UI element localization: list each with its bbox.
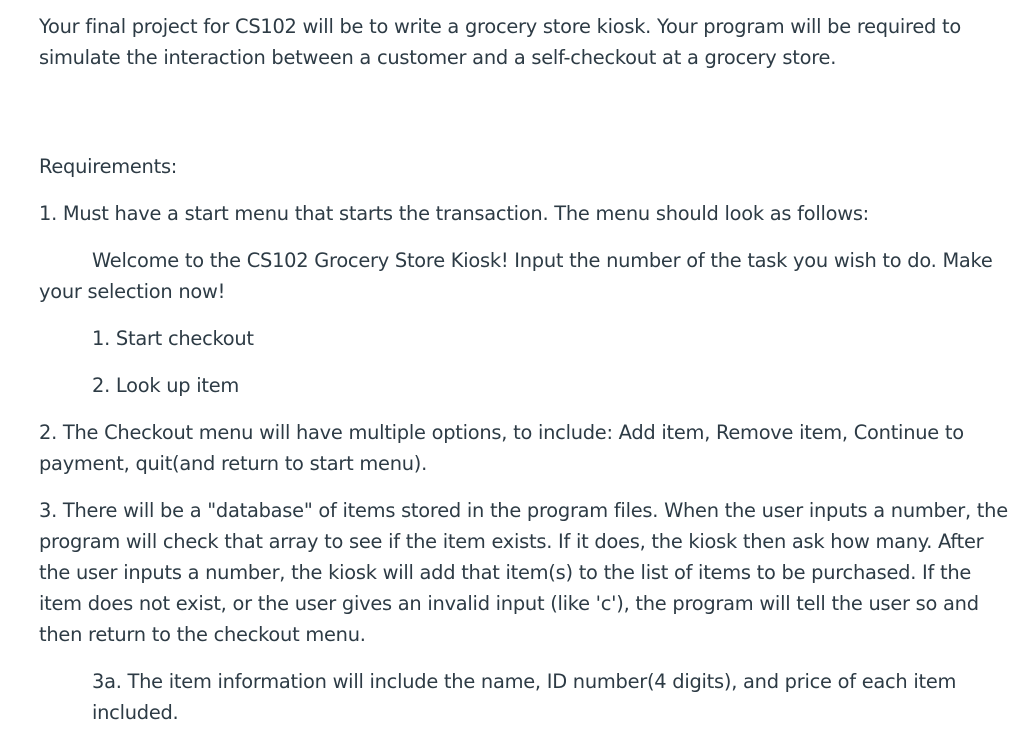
welcome-message: Welcome to the CS102 Grocery Store Kiosk! Input the number of the task you wish to do. Make your selection now! xyxy=(39,249,993,303)
menu-option-look-up-item: 2. Look up item xyxy=(92,374,240,397)
requirement-2: 2. The Checkout menu will have multiple options, to include: Add item, Remove item, Continue to payment, quit(and return to start menu). xyxy=(39,421,964,475)
requirement-1: 1. Must have a start menu that starts the transaction. The menu should look as follows: xyxy=(39,202,869,225)
requirement-3: 3. There will be a "database" of items stored in the program files. When the user inputs a number, the program will check that array to see if the item exists. If it does, the kiosk then ask how many. After the user inputs a number, the kiosk will add that item(s) to the list of items to be purchased. If the item does not exist, or the user gives an invalid input (like 'c'), the program will tell the user so and then return to the checkout menu. xyxy=(39,499,1008,646)
menu-option-start-checkout: 1. Start checkout xyxy=(92,327,254,350)
requirement-3a: 3a. The item information will include the name, ID number(4 digits), and price of each item included. xyxy=(92,670,957,724)
requirements-heading: Requirements: xyxy=(39,155,178,178)
assignment-document xyxy=(39,11,1019,744)
intro-paragraph: Your final project for CS102 will be to write a grocery store kiosk. Your program will be required to simulate the interaction between a customer and a self-checkout at a grocery store. xyxy=(39,15,961,69)
